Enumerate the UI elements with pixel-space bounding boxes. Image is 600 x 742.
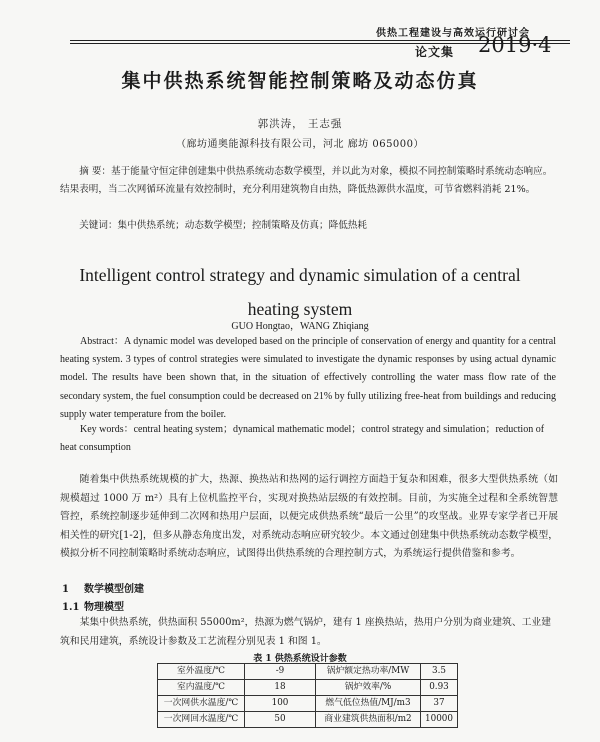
section-number: 1 (62, 584, 69, 595)
table-cell: 50 (245, 712, 316, 728)
table-cell: 一次网回水温度/℃ (158, 712, 245, 728)
authors-cn: 郭洪涛， 王志强 (257, 118, 343, 130)
table-row (158, 664, 458, 680)
table-cell: 锅炉额定热功率/MW (316, 664, 421, 680)
table-cell: 3.5 (421, 664, 458, 680)
paper-title-cn: 集中供热系统智能控制策略及动态仿真 (121, 70, 479, 92)
section-heading-1 (62, 580, 144, 595)
table-cell: 室内温度/℃ (158, 680, 245, 696)
table-cell: 100 (245, 696, 316, 712)
table-cell: 0.93 (421, 680, 458, 696)
model-paragraph: 某集中供热系统，供热面积 55000m²，热源为燃气锅炉，建有 1 座换热站，热用户分别为商业建筑、工业建筑和民用建筑，系统设计参数及工艺流程分别见表 1 和图 1。 (60, 617, 552, 647)
table-cell: 商业建筑供热面积/m2 (316, 712, 421, 728)
table-cell: 18 (245, 680, 316, 696)
keywords-cn: 关键词：集中供热系统；动态数学模型；控制策略及仿真；降低热耗 (79, 220, 367, 231)
table-cell: 37 (421, 696, 458, 712)
section-title: 物理模型 (84, 602, 124, 613)
table-cell: 燃气低位热值/MJ/m3 (316, 696, 421, 712)
table-caption: 表 1 供热系统设计参数 (253, 654, 347, 664)
table-cell: 锅炉效率/% (316, 680, 421, 696)
section-number: 1.1 (62, 602, 80, 613)
paper-title-en: Intelligent control strategy and dynamic simulation of a central heating system (79, 265, 521, 319)
table-row (158, 696, 458, 712)
table-cell: 室外温度/℃ (158, 664, 245, 680)
conference-header: 供热工程建设与高效运行研讨会 (376, 28, 530, 39)
design-parameters-table (157, 663, 458, 728)
section-heading-1-1 (62, 598, 124, 613)
table-row (158, 680, 458, 696)
table-cell: -9 (245, 664, 316, 680)
authors-en: GUO Hongtao，WANG Zhiqiang (231, 321, 369, 332)
keywords-en: Key words：central heating system；dynamical mathematic model；control strategy and simulation；reduction of heat consumption (60, 424, 545, 454)
abstract-en: Abstract：A dynamic model was developed based on the principle of conservation of energy and quantity for a central heating system. 3 types of control strategies were simulated to investigate the dynamic responses by using actual dynamic model. The results have been shown that, in the situation of effectively controlling the water mass flow rate of the secondary system, the fuel consumption could be decreased on 21% by fully utilizing free-heat from buildings and reducing supply water temperature from the boiler. (60, 336, 556, 420)
table-cell: 一次网供水温度/℃ (158, 696, 245, 712)
abstract-cn: 摘 要：基于能量守恒定律创建集中供热系统动态数学模型，并以此为对象，模拟不同控制策略时系统动态响应。结果表明，当二次网循环流量有效控制时，充分利用建筑物自由热，降低热源供水温度，可节省燃料消耗 21%。 (60, 166, 553, 195)
intro-paragraph: 随着集中供热系统规模的扩大，热源、换热站和热网的运行调控方面趋于复杂和困难，很多大型供热系统（如规模超过 1000 万 m²）具有上位机监控平台，实现对换热站层级的有效控制。目前，为实施全过程和全系统智慧管控，系统控制逐步延伸到二次网和热用户层面，以便完成供热系统“最后一公里”的攻坚战。业界专家学者已开展相关性的研究[1-2]，但多从静态角度出发，对系统动态响应研究较少。本文通过创建集中供热系统动态数学模型，模拟分析不同控制策略时系统动态响应，试图得出供热系统的合理控制方式，为系统运行提供借鉴和参考。 (60, 474, 558, 559)
table-row (158, 712, 458, 728)
section-title: 数学模型创建 (84, 584, 144, 595)
table-cell: 10000 (421, 712, 458, 728)
issue-year: 2019·4 (478, 33, 552, 57)
affiliation-cn: （廊坊通奥能源科技有限公司，河北 廊坊 065000） (175, 139, 425, 150)
collection-label: 论文集 (415, 45, 455, 59)
